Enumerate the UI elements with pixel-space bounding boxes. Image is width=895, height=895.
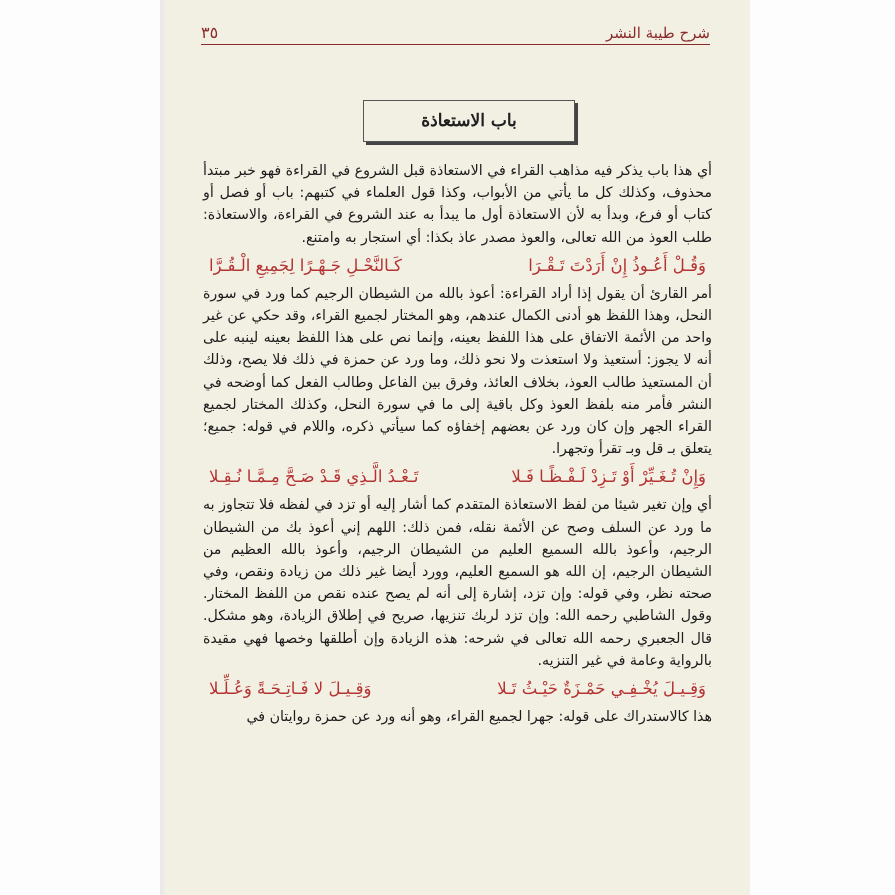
verse-2-second-hemistich: تَـعْـدُ الَّـذِي قَـدْ صَـحَّ مِـمَّـا نُـقِـلا — [209, 467, 419, 487]
verse-1-first-hemistich: وَقُـلْ أَعُـوذُ إِنْ أَرَدْتَ تَـقْـرَا — [528, 255, 706, 275]
verse-3-first-hemistich: وَقِـيـلَ يُخْـفِـي حَمْـزَةٌ حَيْـثُ تَـلا — [497, 679, 706, 699]
paragraph-1: أي هذا باب يذكر فيه مذاهب القراء في الاستعاذة قبل الشروع في القراءة فهو خبر مبتدأ محذوف، وكذلك كل ما يأتي من الأبواب، وكذا قول العلماء في كتبهم: باب أو فصل أو كتاب أو فرع، وبدأ به لأن الاستعاذة أول ما يبدأ به عند الشروع في القراءة، والاستعاذة: طلب العوذ من الله تعالى، والعوذ مصدر عاذ بكذا: أي استجار به وامتنع. — [203, 163, 712, 246]
verse-1-second-hemistich: كَـالنَّحْـلِ جَـهْـرًا لِجَمِيعِ الْـقُـرَّا — [209, 255, 402, 275]
verse-3 — [203, 672, 712, 706]
paragraph-2: أمر القارئ أن يقول إذا أراد القراءة: أعوذ بالله من الشيطان الرجيم كما ورد في سورة النحل، وهذا اللفظ هو أدنى الكمال عندهم، وهو المختار لجميع القراء، وقد حكي عن غير واحد من الأئمة الاتفاق على هذا اللفظ بعينه، وإنما نص على هذا اللفظ بعينه لينبه على أنه لا يجوز: أستعيذ ولا استعذت ولا نحو ذلك، وما ورد عن حمزة في ذلك فلا يصح، وذلك أن المستعيذ طالب العوذ، بخلاف العائذ، وفرق بين الفاعل وطالب الفعل كما أوضحه في النشر فأمر منه بلفظ العوذ وكل باقية إلى ما في سورة النحل، وكذلك المختار لجميع القراء الجهر وإن كان ورد عن بعضهم إخفاؤه كما سيأتي ذكره، واللام في قوله: جميع؛ يتعلق بـ قل وبـ تقرأ وتجهرا. — [203, 285, 712, 458]
verse-2-first-hemistich: وَإِنْ تُـغَـيِّرْ أَوْ تَـزِدْ لَـفْـظًـا فَـلا — [511, 467, 706, 487]
paragraph-4: هذا كالاستدراك على قوله: جهرا لجميع القراء، وهو أنه ورد عن حمزة روايتان في — [246, 709, 712, 726]
page-body — [203, 160, 712, 728]
page-number: ٣٥ — [201, 23, 219, 42]
verse-2 — [203, 460, 712, 494]
chapter-title-box — [363, 100, 575, 142]
verse-3-second-hemistich: وَقِـيـلَ لا فَـاتِـحَـةً وَعُـلِّـلا — [209, 679, 372, 699]
paragraph-3: أي وإن تغير شيئا من لفظ الاستعاذة المتقدم كما أشار إليه أو تزد في لفظه فلا تتجاوز به ما ورد عن السلف وصح عن الأئمة نقله، فمن ذلك: اللهم إني أعوذ بك من الشيطان الرجيم، وأعوذ بالله السميع العليم من الشيطان الرجيم، وأعوذ بالله العظيم من الشيطان الرجيم، إن الله هو السميع العليم، وورد أيضا غير ذلك من زيادة ونقص، وفي صحته نظر، وفي قوله: وإن تزد، إشارة إلى أنه لم يصح عنده نقص من اللفظ المختار. وقول الشاطبي رحمه الله: وإن تزد لربك تنزيها، صريح في إطلاق الزيادة، وهو مشكل. قال الجعبري رحمه الله تعالى في شرحه: هذه الزيادة وإن أطلقها وخصها فهي مقيدة بالرواية وعامة في غير التنزيه. — [203, 497, 712, 669]
header-title: شرح طيبة النشر — [605, 24, 710, 42]
book-page — [165, 0, 750, 895]
verse-1 — [203, 249, 712, 283]
running-header — [201, 14, 710, 45]
chapter-title: باب الاستعاذة — [421, 111, 517, 131]
